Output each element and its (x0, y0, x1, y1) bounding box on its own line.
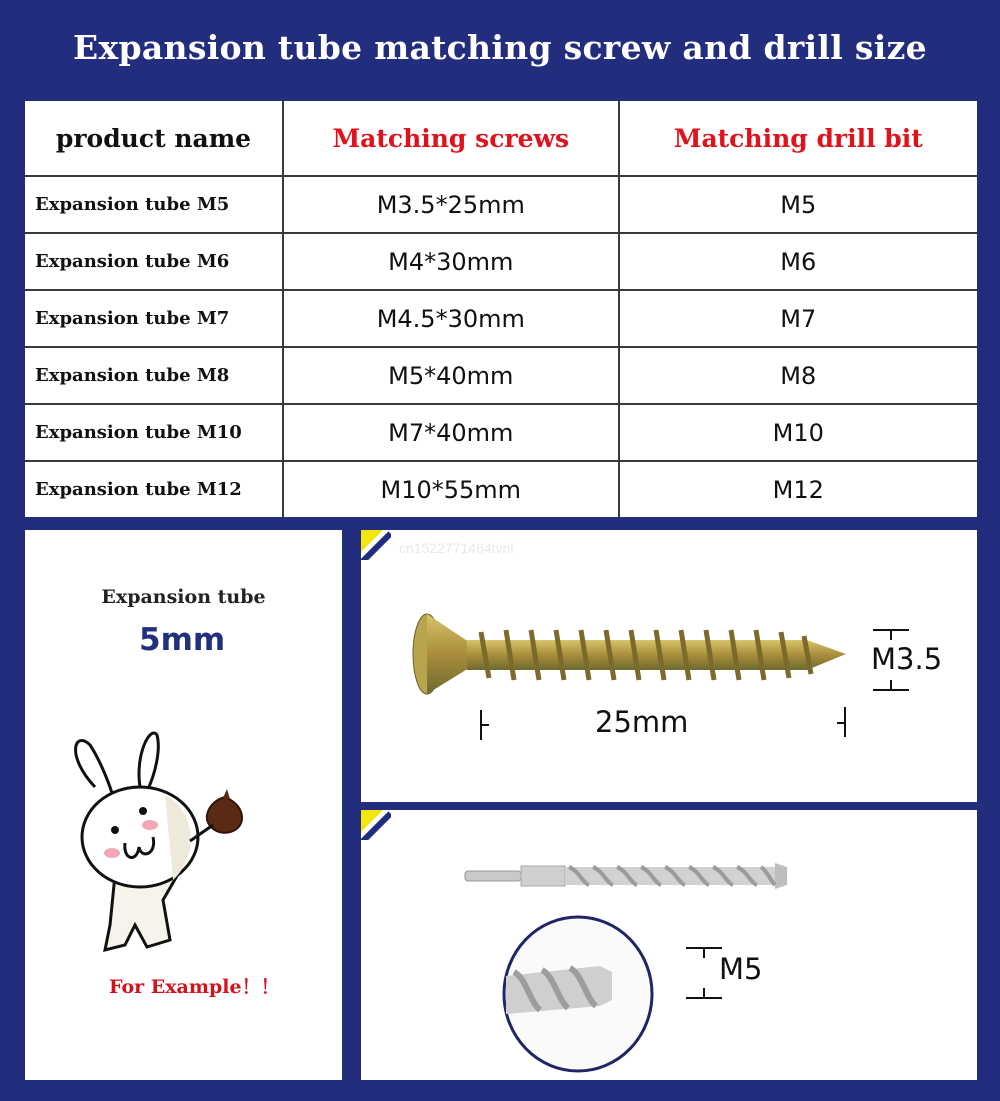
table-row (25, 404, 977, 461)
example-panel (25, 530, 342, 1080)
table-row (25, 176, 977, 233)
screw-cell: M4.5*30mm (283, 290, 619, 347)
screw-cell: M4*30mm (283, 233, 619, 290)
drill-cell: M5 (619, 176, 977, 233)
screw-cell: M10*55mm (283, 461, 619, 517)
screw-panel (361, 530, 977, 802)
screw-image (401, 610, 861, 700)
corner-marker-icon (361, 810, 391, 840)
column-header-product: product name (25, 101, 283, 176)
drill-cell: M6 (619, 233, 977, 290)
product-cell: Expansion tube M10 (25, 404, 283, 461)
drill-bit-image (461, 855, 791, 895)
example-title: Expansion tube (101, 586, 266, 608)
column-header-screws: Matching screws (283, 101, 619, 176)
table-row (25, 347, 977, 404)
drill-cell: M8 (619, 347, 977, 404)
product-cell: Expansion tube M12 (25, 461, 283, 517)
drill-cell: M10 (619, 404, 977, 461)
diameter-label: M3.5 (871, 642, 943, 676)
product-cell: Expansion tube M5 (25, 176, 283, 233)
column-header-drill: Matching drill bit (619, 101, 977, 176)
product-cell: Expansion tube M7 (25, 290, 283, 347)
screw-cell: M5*40mm (283, 347, 619, 404)
length-label: 25mm (595, 705, 689, 739)
drill-cell: M12 (619, 461, 977, 517)
table-row (25, 461, 977, 517)
drill-diameter-label: M5 (719, 952, 763, 986)
table-row (25, 290, 977, 347)
drill-cell: M7 (619, 290, 977, 347)
drill-tip-magnifier (500, 914, 660, 1082)
size-table (25, 101, 977, 517)
screw-cell: M3.5*25mm (283, 176, 619, 233)
example-size: 5mm (139, 622, 226, 658)
corner-marker-icon (361, 530, 391, 560)
watermark: cn1522771464tvnl (399, 540, 514, 556)
product-cell: Expansion tube M8 (25, 347, 283, 404)
page-title: Expansion tube matching screw and drill size (73, 28, 927, 67)
product-cell: Expansion tube M6 (25, 233, 283, 290)
bunny-illustration (55, 725, 255, 965)
table-header-row (25, 101, 977, 176)
screw-cell: M7*40mm (283, 404, 619, 461)
table-row (25, 233, 977, 290)
example-caption: For Example！！ (109, 976, 280, 998)
drill-panel (361, 810, 977, 1080)
